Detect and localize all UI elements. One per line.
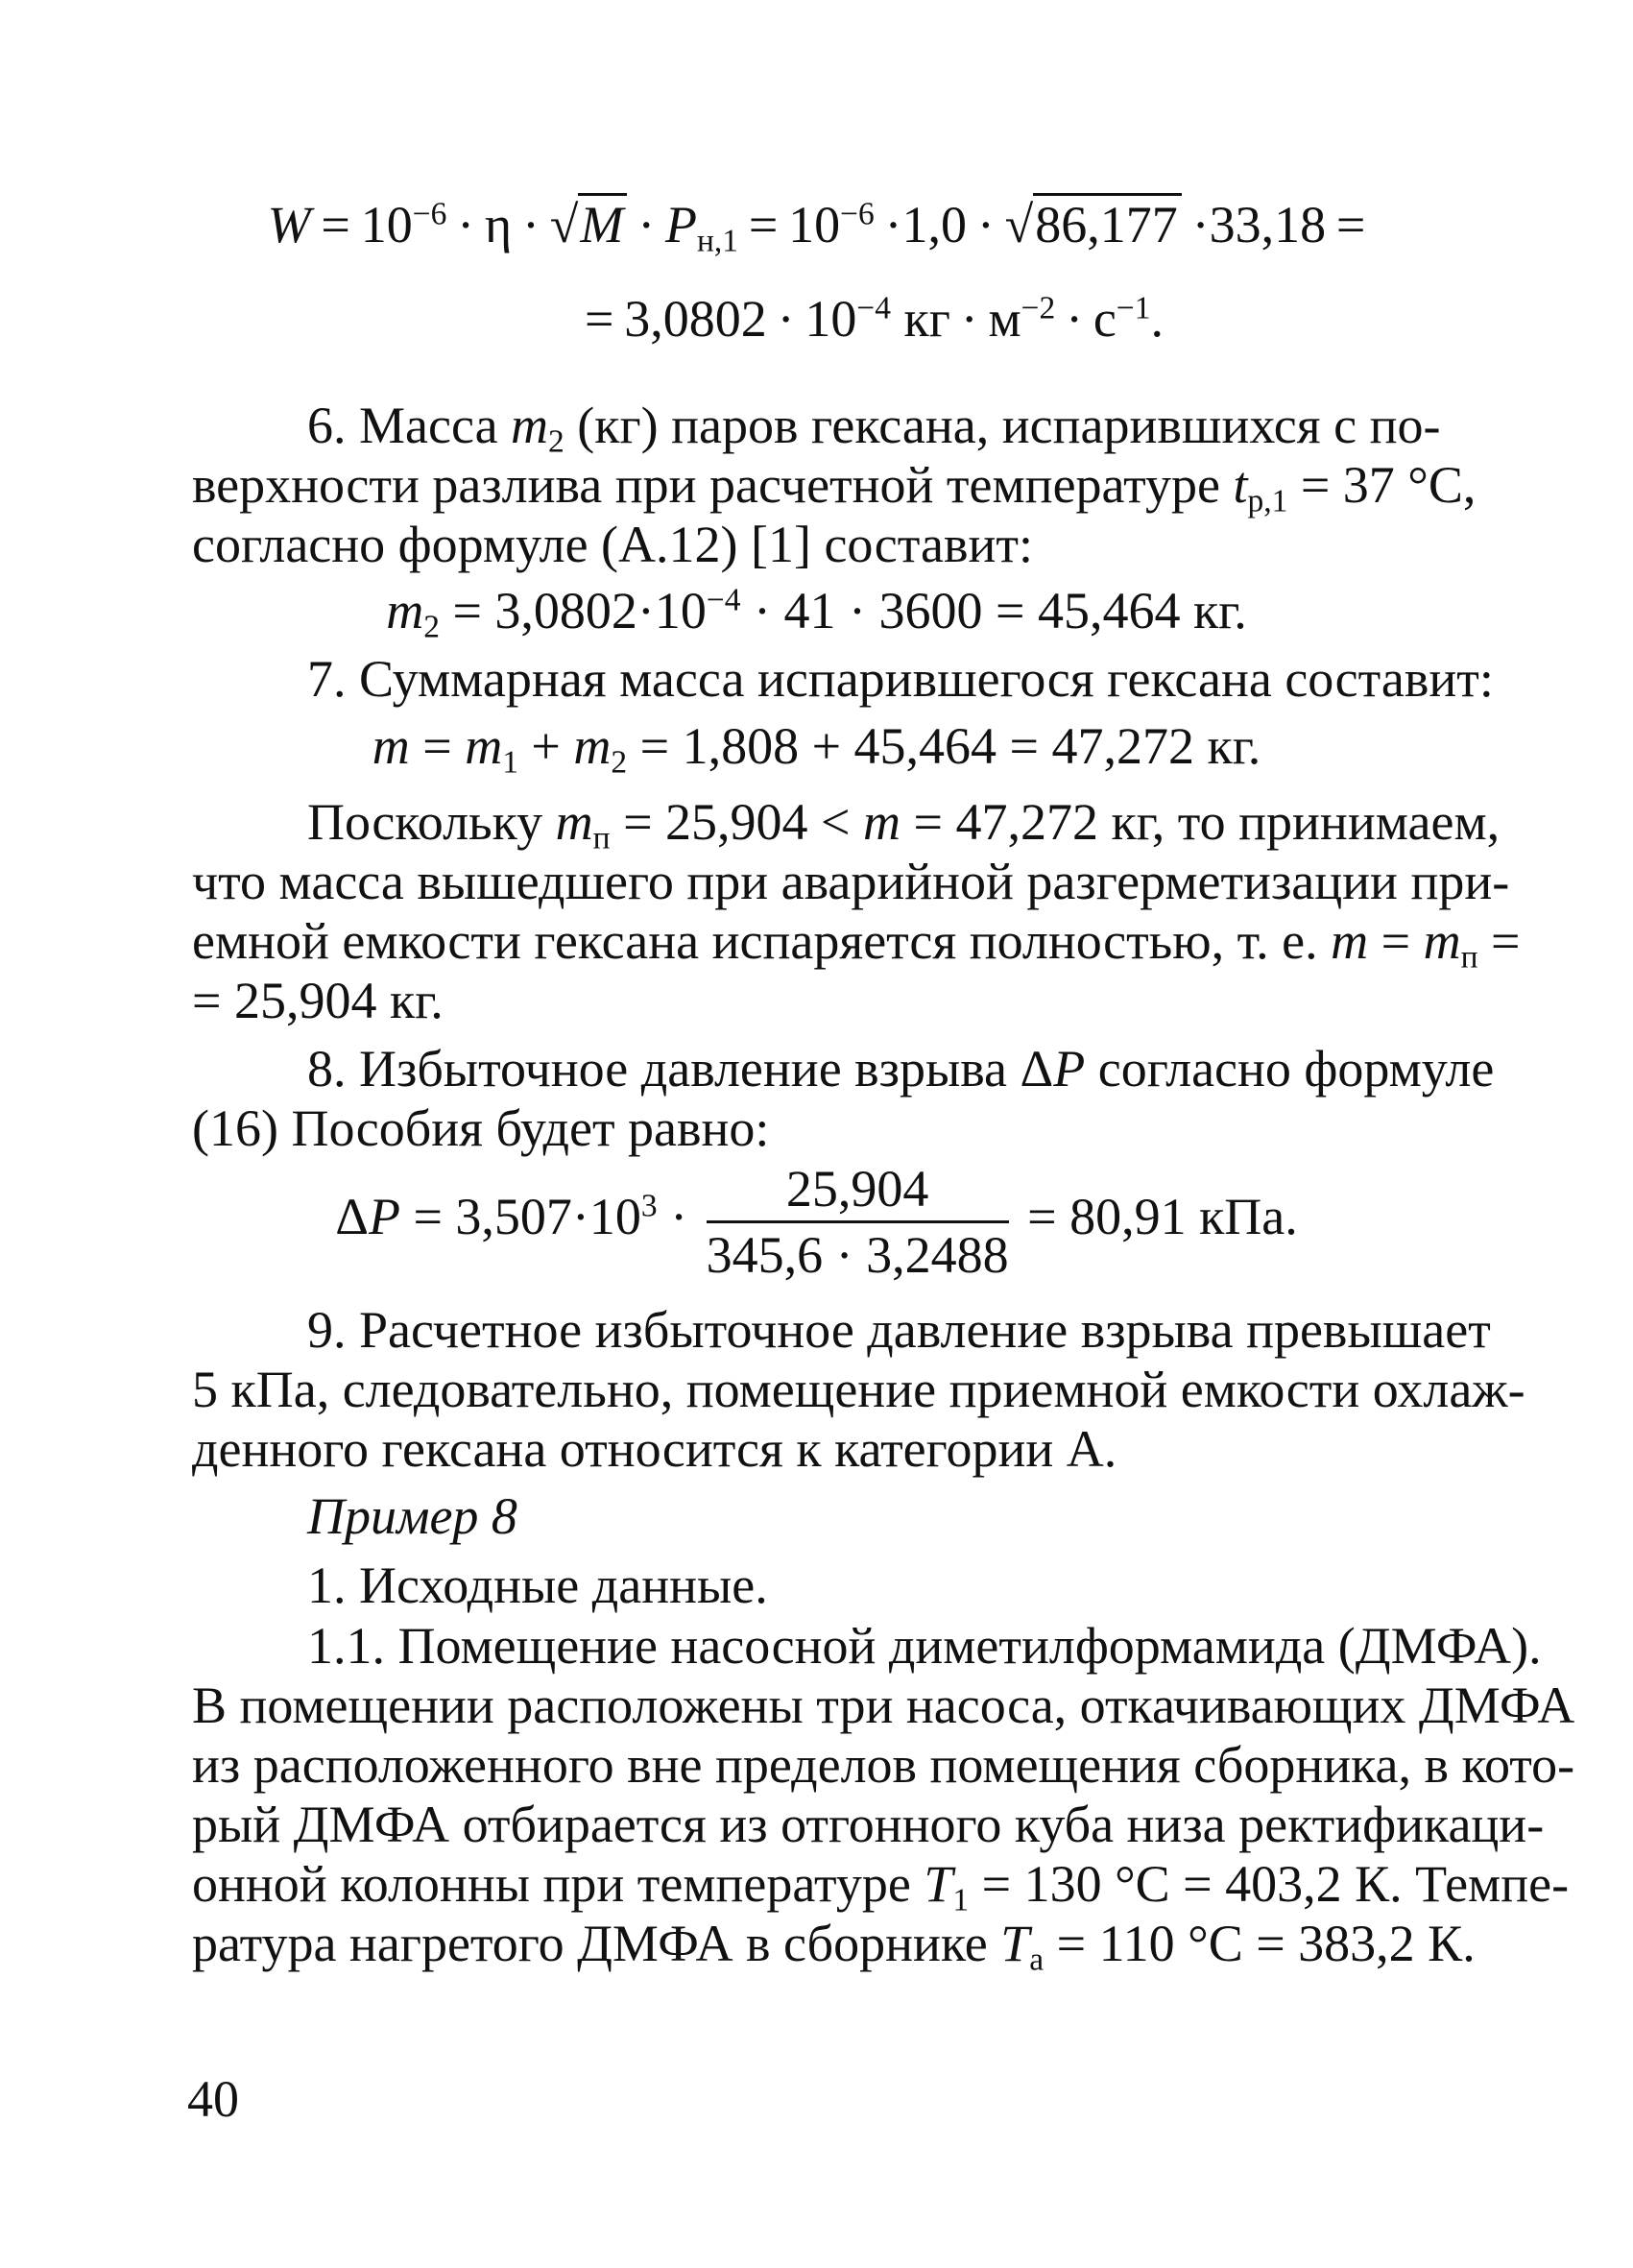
fraction-denominator: 345,6 · 3,2488 xyxy=(706,1226,1009,1285)
formula-w-line2: = $3,0802 \cdot 10^{-4}$ кг · $м^{-2} \cdot с^{-1}$. xyxy=(585,290,1164,348)
section-1-1-line-2: В помещении расположены три насоса, откачивающих ДМФА xyxy=(192,1677,1575,1734)
section-1-1-line-6: ратура нагретого ДМФА в сборнике $T_а = 110$ °С = 383,2 К. xyxy=(192,1915,1476,1978)
formula-w-line1: $W = 10^{-6} \cdot \eta \cdot √M \cdot P_{н,1} = 10^{-6} \cdot 1,0 \cdot √86,177 \cdot 33,18$ = xyxy=(0,192,1633,257)
paragraph-since-line-2: что масса вышедшего при аварийной разгерметизации при- xyxy=(192,853,1510,910)
formula-delta-p-left: $\Delta P = 3,507\cdot 10^3$ · xyxy=(335,1188,688,1245)
section-1-heading: 1. Исходные данные. xyxy=(307,1556,768,1614)
section-1-1-line-1: 1.1. Помещение насосной диметилформамида (ДМФА). xyxy=(307,1617,1542,1675)
formula-delta-p-fraction xyxy=(707,1161,1009,1283)
formula-m2: $m_2 = 3,0802\cdot 10^{-4} \cdot 41 \cdot 3600 = 45,464$ кг. xyxy=(386,582,1247,645)
formula-delta-p-right: = 80,91 кПа. xyxy=(1027,1188,1298,1245)
paragraph-8-line-2: (16) Пособия будет равно: xyxy=(192,1099,770,1157)
page-number: 40 xyxy=(187,2070,239,2128)
formula-delta-p xyxy=(0,1154,1633,1285)
paragraph-9-line-1: 9. Расчетное избыточное давление взрыва превышает xyxy=(307,1301,1491,1359)
paragraph-8-line-1: 8. Избыточное давление взрыва ΔP согласно формуле xyxy=(307,1040,1495,1098)
paragraph-6-line-1: 6. Масса $m_2$ (кг) паров гексана, испарившихся с по- xyxy=(307,397,1441,460)
formula-m: $m = m_1 + m_2 = 1,808 + 45,464 = 47,272$ кг. xyxy=(372,717,1261,781)
paragraph-7: 7. Суммарная масса испарившегося гексана составит: xyxy=(307,650,1494,708)
section-1-1-line-3: из расположенного вне пределов помещения сборника, в кото- xyxy=(192,1736,1575,1794)
paragraph-6-line-2: верхности разлива при расчетной температуре $t_{р,1} = 37$ °С, xyxy=(192,456,1477,519)
section-1-1-line-5: онной колонны при температуре $T_1 = 130$ °С = 403,2 К. Темпе- xyxy=(192,1855,1570,1918)
fraction-numerator: 25,904 xyxy=(707,1161,1009,1223)
paragraph-6-line-3: согласно формуле (А.12) [1] составит: xyxy=(192,516,1033,573)
paragraph-since-line-3: емной емкости гексана испаряется полностью, т. е. $m = m_п$ = xyxy=(192,912,1521,976)
example-heading: Пример 8 xyxy=(307,1487,517,1545)
paragraph-9-line-3: денного гексана относится к категории А. xyxy=(192,1420,1117,1478)
paragraph-9-line-2: 5 кПа, следовательно, помещение приемной емкости охлаж- xyxy=(192,1361,1525,1418)
paragraph-since-line-4: = 25,904 кг. xyxy=(192,972,444,1029)
paragraph-since-line-1: Поскольку $m_п = 25,904 < m = 47,272$ кг, то принимаем, xyxy=(307,793,1501,857)
section-1-1-line-4: рый ДМФА отбирается из отгонного куба низа ректификаци- xyxy=(192,1796,1545,1853)
